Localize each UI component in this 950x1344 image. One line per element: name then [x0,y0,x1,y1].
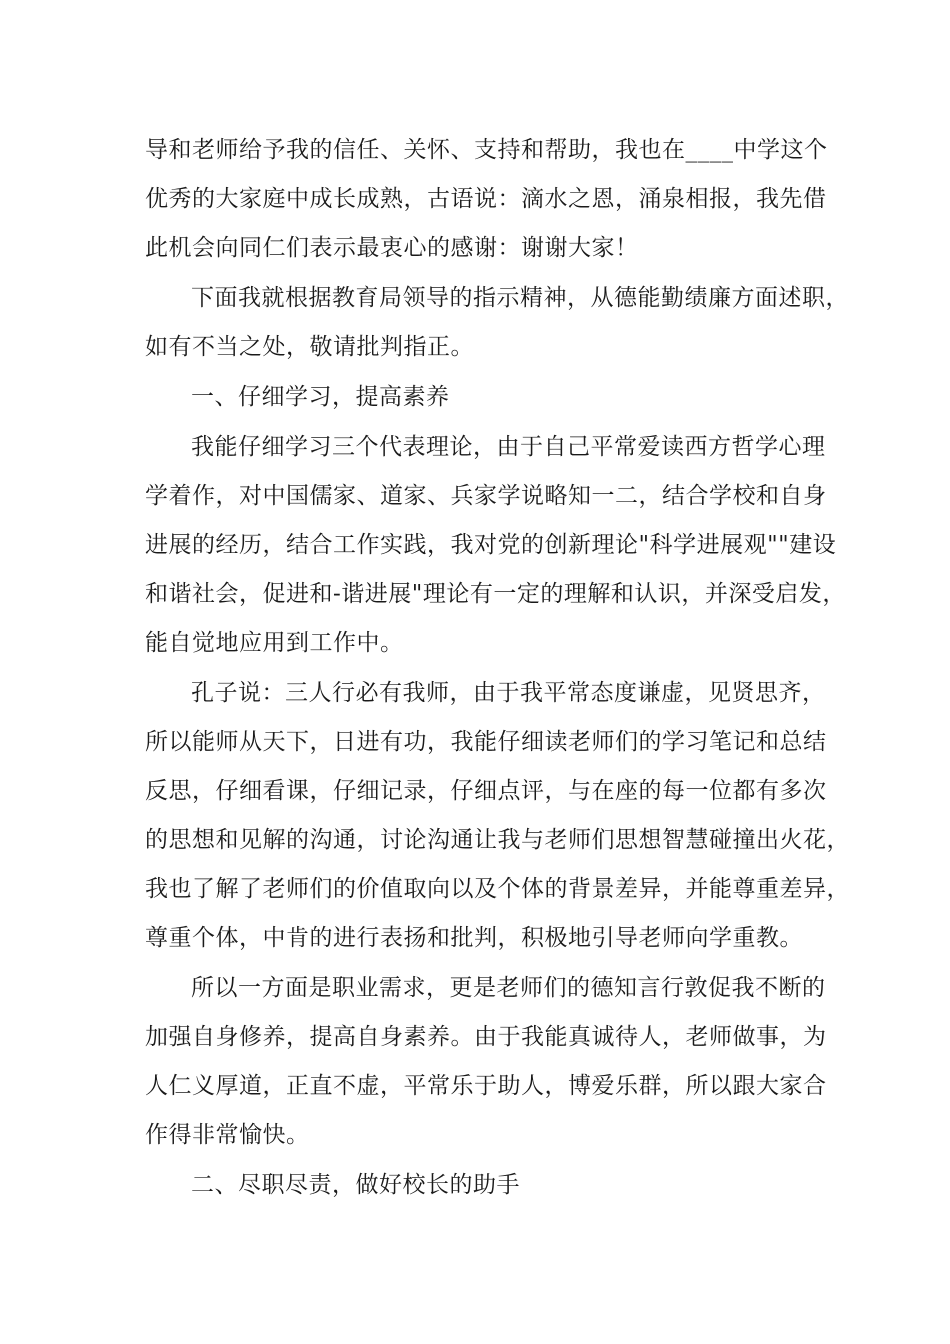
line: 进展的经历，结合工作实践，我对党的创新理论"科学进展观""建设 [145,532,837,558]
line: 我能仔细学习三个代表理论，由于自己平常爱读西方哲学心理 [191,434,826,460]
line: 此机会向同仁们表示最衷心的感谢：谢谢大家！ [145,235,639,261]
section-1-heading [145,373,835,422]
line: 孔子说：三人行必有我师，由于我平常态度谦虚，见贤思齐， [191,680,826,706]
paragraph-intro-continuation [145,126,835,273]
paragraph-section-1-p2 [145,669,850,963]
line: 和谐社会，促进和-谐进展"理论有一定的理解和认识，并深受启发， [145,581,846,607]
line: 导和老师给予我的信任、关怀、支持和帮助，我也在____中学这个 [145,137,828,163]
line: 的思想和见解的沟通，讨论沟通让我与老师们思想智慧碰撞出火花， [145,827,850,853]
paragraph-section-1-p3 [145,964,835,1160]
line: 如有不当之处，敬请批判指正。 [145,334,474,360]
line: 加强自身修养，提高自身素养。由于我能真诚待人，老师做事，为 [145,1024,827,1050]
heading-text: 一、仔细学习，提高素养 [191,384,450,410]
section-2-heading [145,1161,835,1210]
line: 能自觉地应用到工作中。 [145,630,404,656]
line: 反思，仔细看课，仔细记录，仔细点评，与在座的每一位都有多次 [145,778,827,804]
line: 学着作，对中国儒家、道家、兵家学说略知一二，结合学校和自身 [145,483,827,509]
line: 作得非常愉快。 [145,1122,310,1148]
document-body [145,126,850,1211]
paragraph-section-1-p1 [145,423,846,668]
line: 所以一方面是职业需求，更是老师们的德知言行敦促我不断的 [191,975,826,1001]
line: 下面我就根据教育局领导的指示精神，从德能勤绩廉方面述职， [191,285,849,311]
line: 人仁义厚道，正直不虚，平常乐于助人，博爱乐群，所以跟大家合 [145,1073,827,1099]
line: 尊重个体，中肯的进行表扬和批判，积极地引导老师向学重教。 [145,925,803,951]
paragraph-overview [145,274,849,372]
line: 我也了解了老师们的价值取向以及个体的背景差异，并能尊重差异， [145,876,850,902]
heading-text: 二、尽职尽责，做好校长的助手 [191,1172,520,1198]
line: 优秀的大家庭中成长成熟，古语说：滴水之恩，涌泉相报，我先借 [145,186,827,212]
line: 所以能师从天下，日进有功，我能仔细读老师们的学习笔记和总结 [145,729,827,755]
